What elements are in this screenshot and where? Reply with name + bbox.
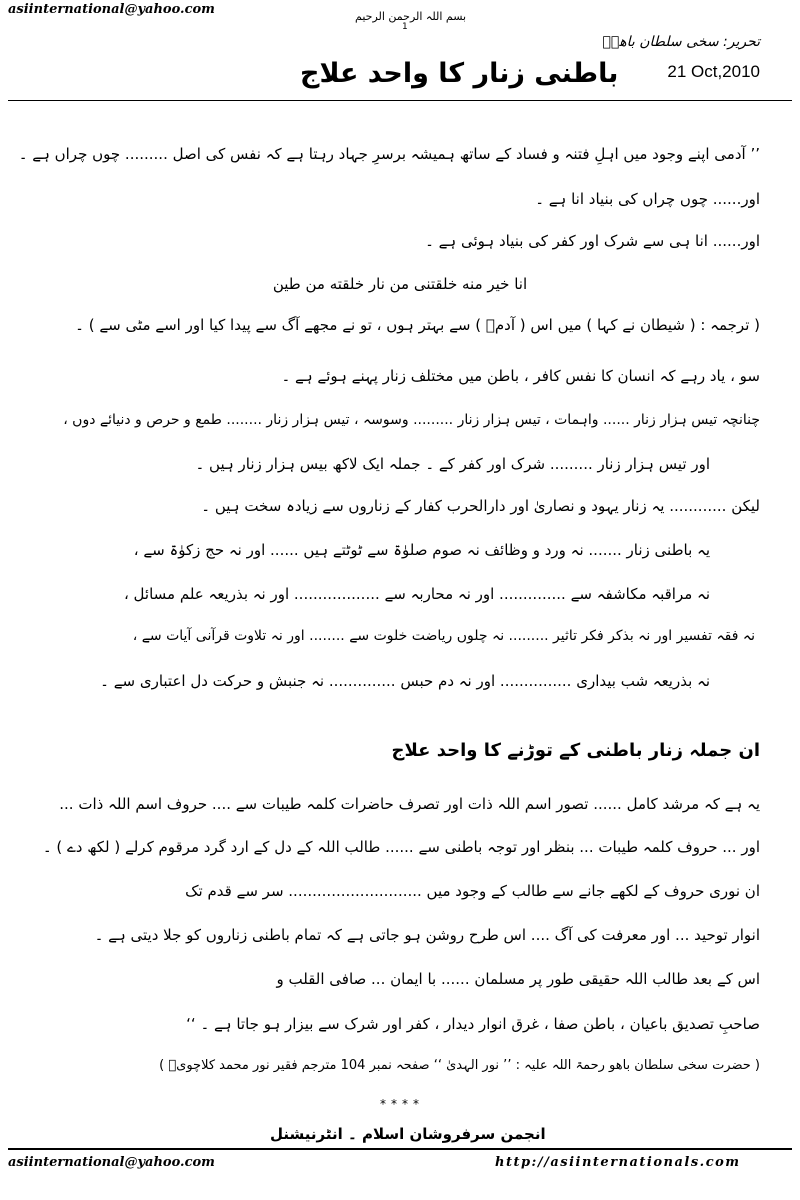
separator-stars: **** — [380, 1097, 424, 1111]
section-heading: ان جملہ زنار باطنی کے توڑنے کا واحد علاج — [391, 740, 760, 761]
section-line-5: اس کے بعد طالب اللہ حقیقی طور پر مسلمان ...... با ایمان ... صافی القلب و — [276, 970, 760, 988]
organization-name: انجمن سرفروشان اسلام ۔ انٹرنیشنل — [270, 1125, 546, 1143]
section-line-1: یہ ہے کہ مرشد کامل ...... تصور اسم اللہ ذات اور تصرف حاضرات کلمہ طیبات سے .... حروف اسم اللہ ذات ... — [59, 795, 760, 813]
date: 21 Oct,2010 — [667, 62, 760, 81]
body-line-11: نہ مراقبہ مکاشفہ سے .............. اور نہ محاربہ سے .................. اور نہ بذریعہ علم مسائل ، — [123, 585, 710, 603]
footer-divider — [8, 1148, 792, 1150]
arabic-quote: انا خیر منه خلقتنی من نار خلقته من طین — [272, 275, 528, 293]
section-line-4: انوار توحید ... اور معرفت کی آگ .... اس طرح روشن ہو جاتی ہے کہ تمام باطنی زناروں کو جلا دیتی ہے ۔ — [94, 926, 760, 944]
body-line-9: لیکن ............ یہ زنار یہود و نصاریٰ اور دارالحرب کفار کے زناروں سے زیادہ سخت ہیں ۔ — [201, 497, 760, 515]
citation: ( حضرت سخی سلطان باھو رحمۃ اللہ علیہ : ’’ نور الہدیٰ ‘‘ صفحہ نمبر 104 مترجم فقیر نور محمد کلاچویؒ ) — [159, 1058, 760, 1073]
body-line-6: سو ، یاد رہے کہ انسان کا نفس کافر ، باطن میں مختلف زنار پہنے ہوئے ہے ۔ — [281, 367, 760, 385]
bismillah: بسم اللہ الرحمن الرحیم — [355, 10, 467, 23]
body-line-8: اور تیس ہزار زنار ......... شرک اور کفر کے ۔ جملہ ایک لاکھ بیس ہزار زنار ہیں ۔ — [195, 455, 710, 473]
section-line-6: صاحبِ تصدیق باعیان ، باطن صفا ، غرق انوار دیدار ، کفر اور شرک سے بیزار ہو جاتا ہے ۔ ‘‘ — [186, 1015, 760, 1033]
translation-line: ( ترجمہ : ( شیطان نے کہا ) میں اس ( آدمؑ ) سے بہتر ہوں ، تو نے مجھے آگ سے پیدا کیا اور اسے مٹی سے ) ۔ — [75, 316, 760, 334]
body-line-3: اور...... انا ہی سے شرک اور کفر کی بنیاد ہوئی ہے ۔ — [425, 232, 760, 250]
website-link[interactable]: http://asiinternationals.com — [495, 1155, 741, 1170]
body-line-7: چنانچہ تیس ہزار زنار ...... واہمات ، تیس ہزار زنار ......... وسوسہ ، تیس ہزار زنار ........ طمع و حرص و دنیائے دوں ، — [63, 412, 760, 428]
header-email[interactable]: asiinternational@yahoo.com — [8, 2, 215, 17]
header-divider — [8, 100, 792, 101]
body-line-13: نہ بذریعہ شب بیداری ............... اور نہ دم حبس .............. نہ جنبش و حرکت دل اعتباری سے ۔ — [100, 672, 710, 690]
body-line-10: یہ باطنی زنار ....... نہ ورد و وظائف نہ صوم صلوٰۃ سے ٹوٹتے ہیں ...... اور نہ حج زکوٰۃ سے ، — [133, 541, 710, 559]
page-title: باطنی زنار کا واحد علاج — [300, 58, 619, 89]
body-line-12: نہ فقہ تفسیر اور نہ بذکر فکر تاثیر ......... نہ چلوں ریاضت خلوت سے ........ اور نہ تلاوت قرآنی آیات سے ، — [132, 628, 755, 644]
body-line-1: ’’ آدمی اپنے وجود میں اہلِ فتنہ و فساد کے ساتھ ہمیشہ برسرِ جہاد رہتا ہے کہ نفس کی اصل ......... چوں چراں ہے ۔ — [18, 145, 760, 163]
body-line-2: اور...... چوں چراں کی بنیاد انا ہے ۔ — [535, 190, 760, 208]
footer-email[interactable]: asiinternational@yahoo.com — [8, 1155, 215, 1170]
section-line-2: اور ... حروف کلمہ طیبات ... بنظر اور توجہ باطنی سے ...... طالب اللہ کے دل کے ارد گرد مرقوم کرلے ( لکھ دے ) ۔ — [42, 838, 760, 856]
page-number: 1 — [402, 22, 408, 32]
section-line-3: ان نوری حروف کے لکھے جانے سے طالب کے وجود میں ............................ سر سے قدم تک — [185, 882, 760, 900]
author-line: تحریر: سخی سلطان باھوؒ — [602, 34, 760, 50]
